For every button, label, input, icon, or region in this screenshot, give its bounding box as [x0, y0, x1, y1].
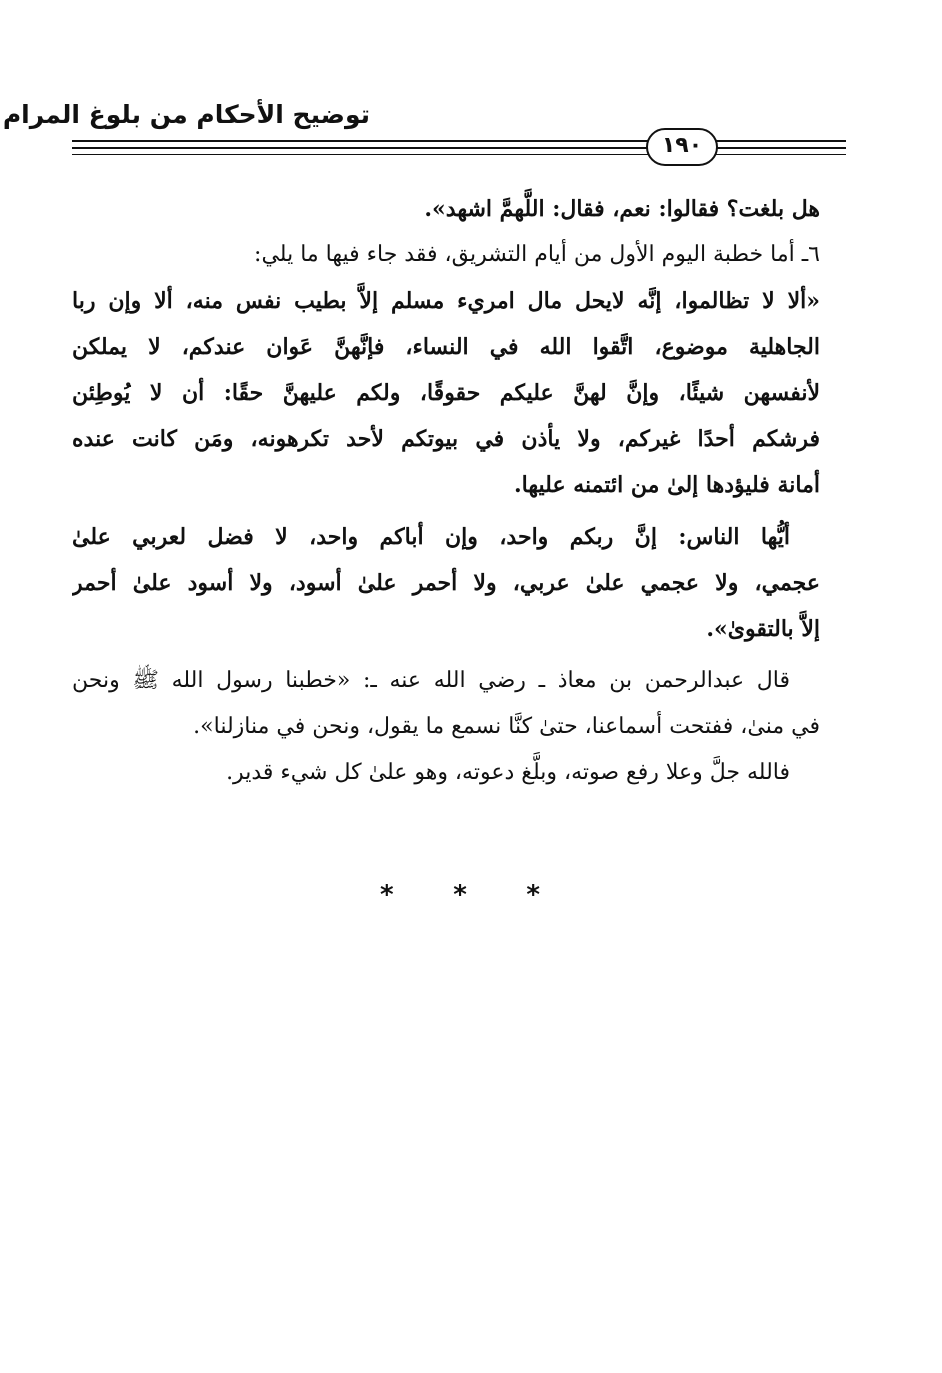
- page-number: ١٩٠: [646, 128, 718, 166]
- text-line: عجمي، ولا عجمي علىٰ عربي، ولا أحمر علىٰ أسود، ولا أسود علىٰ أحمر: [72, 570, 820, 596]
- header-rule: [716, 140, 846, 142]
- text-line: في منىٰ، ففتحت أسماعنا، حتىٰ كنَّا نسمع ما يقول، ونحن في منازلنا».: [193, 714, 820, 739]
- header-rule: [72, 154, 650, 155]
- section-end-ornament: [380, 880, 540, 910]
- text-line: أمانة فليؤدها إلىٰ من ائتمنه عليها.: [514, 472, 820, 498]
- running-header-title: توضيح الأحكام من بلوغ المرام: [2, 100, 370, 129]
- text-line: الجاهلية موضوع، اتَّقوا الله في النساء، فإنَّهنَّ عَوان عندكم، لا يملكن: [72, 334, 820, 360]
- text-line: فرشكم أحدًا غيركم، ولا يأذن في بيوتكم لأحد تكرهونه، ومَن كانت عنده: [72, 426, 820, 452]
- asterisk-ornament-icon: *: [453, 880, 467, 910]
- text-line: إلاَّ بالتقوىٰ».: [706, 616, 820, 642]
- text-line: هل بلغت؟ فقالوا: نعم، فقال: اللَّهمَّ اشهد».: [424, 196, 820, 222]
- asterisk-ornament-icon: *: [526, 880, 540, 910]
- header-rule: [72, 147, 650, 149]
- text-line: قال عبدالرحمن بن معاذ ـ رضي الله عنه ـ: «خطبنا رسول الله ﷺ ونحن: [72, 668, 790, 693]
- header-rule: [72, 140, 650, 142]
- text-line: أيُّها الناس: إنَّ ربكم واحد، وإن أباكم واحد، لا فضل لعربي علىٰ: [72, 524, 790, 550]
- text-line: ٦ـ أما خطبة اليوم الأول من أيام التشريق، فقد جاء فيها ما يلي:: [254, 242, 820, 267]
- asterisk-ornament-icon: *: [380, 880, 394, 910]
- text-line: «ألا لا تظالموا، إنَّه لايحل مال امريء مسلم إلاَّ بطيب نفس منه، ألا وإن ربا: [72, 288, 820, 314]
- text-line: فالله جلَّ وعلا رفع صوته، وبلَّغ دعوته، وهو علىٰ كل شيء قدير.: [226, 760, 790, 785]
- header-rule: [716, 154, 846, 155]
- body-text: [72, 186, 820, 796]
- text-line: لأنفسهن شيئًا، وإنَّ لهنَّ عليكم حقوقًا، ولكم عليهنَّ حقًا: أن لا يُوطِئن: [72, 380, 820, 406]
- header-rule: [716, 147, 846, 149]
